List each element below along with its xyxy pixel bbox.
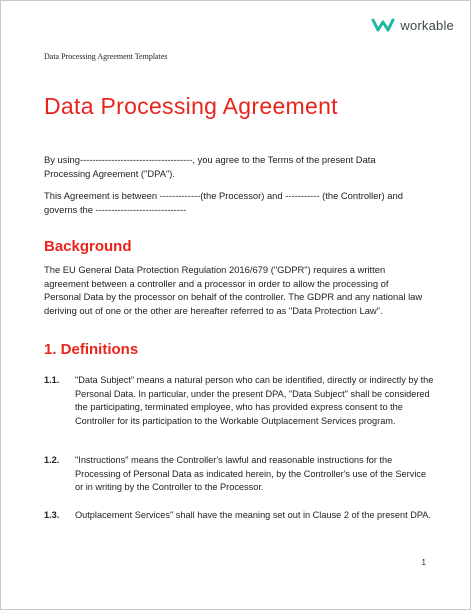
workable-logo: [371, 17, 454, 33]
intro-paragraph-2: This Agreement is between -------------(the Processor) and ----------- (the Controller) and governs the -----------------------------: [44, 190, 403, 215]
document-title: Data Processing Agreement: [44, 93, 338, 119]
background-paragraph: The EU General Data Protection Regulation 2016/679 ("GDPR") requires a written agreement between a controller and a processor in order to allow the processing of Personal Data by the processor on behalf of the controller. The GDPR and any national law deriving out of one or the other are hereafter referred to as "Data Protection Law".: [44, 264, 423, 316]
workable-logo-icon: [371, 17, 395, 33]
definition-item: [44, 509, 434, 523]
brand-name: workable: [400, 17, 454, 33]
intro-paragraph-1: By using------------------------------------, you agree to the Terms of the present Data Processing Agreement ("DPA").: [44, 154, 376, 179]
definition-number: 1.1.: [44, 375, 60, 385]
definition-text: "Instructions" means the Controller's lawful and reasonable instructions for the Processing of Personal Data as indicated herein, by the Controller's use of the Service or in writing by the Controller to the Processor.: [75, 455, 427, 492]
definition-item: [44, 374, 434, 428]
definition-number: 1.2.: [44, 455, 60, 465]
page-number: 1: [421, 558, 426, 567]
definition-number: 1.3.: [44, 510, 60, 520]
definition-text: Outplacement Services" shall have the meaning set out in Clause 2 of the present DPA.: [75, 510, 431, 520]
definition-item: [44, 454, 434, 495]
running-header: Data Processing Agreement Templates: [44, 52, 168, 61]
definition-text: "Data Subject" means a natural person who can be identified, directly or indirectly by the Personal Data. In particular, under the present DPA, "Data Subject" shall be considered the participating, terminated employee, who has provided express consent to the Controller for its participation to the Workable Outplacement Services program.: [75, 375, 434, 426]
background-heading: Background: [44, 238, 132, 255]
definitions-heading: 1. Definitions: [44, 341, 139, 358]
